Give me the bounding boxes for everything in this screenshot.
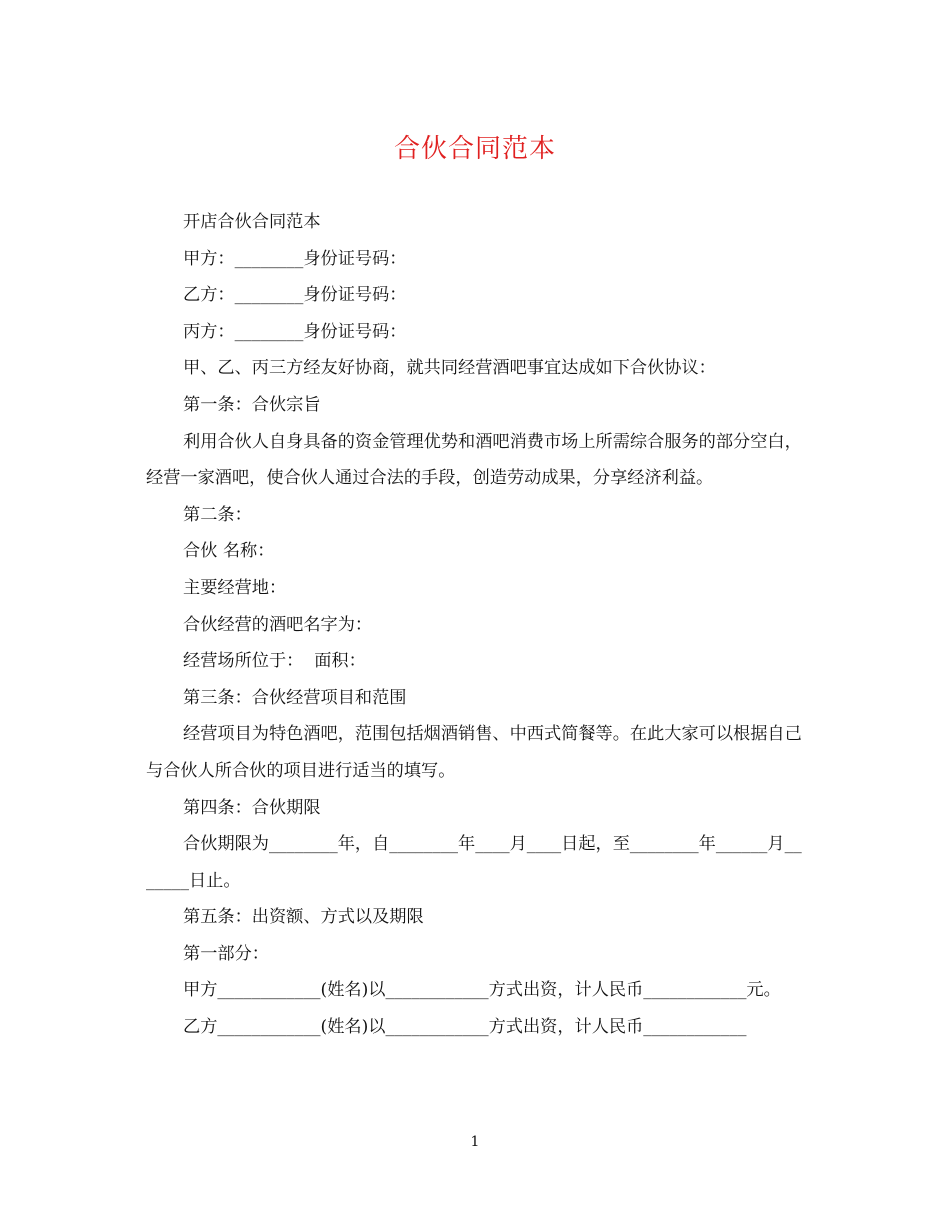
section-heading: 第五条：出资额、方式以及期限 <box>183 907 424 928</box>
page-number: 1 <box>470 1134 480 1150</box>
paragraph: 甲方____________(姓名)以____________方式出资，计人民币____________元。 <box>183 980 781 1001</box>
paragraph: 甲、乙、丙三方经友好协商，就共同经营酒吧事宜达成如下合伙协议： <box>183 358 716 379</box>
document-body <box>146 204 806 1046</box>
paragraph: 开店合伙合同范本 <box>183 212 321 232</box>
section-heading: 第三条：合伙经营项目和范围 <box>183 687 407 708</box>
paragraph: 主要经营地： <box>183 577 287 598</box>
paragraph: 乙方：________身份证号码： <box>183 285 407 306</box>
paragraph: 合伙期限为________年，自________年____月____日起，至________年______月_______日止。 <box>146 834 802 891</box>
paragraph: 乙方____________(姓名)以____________方式出资，计人民币____________ <box>183 1017 747 1038</box>
paragraph: 甲方：________身份证号码： <box>183 248 407 269</box>
paragraph: 合伙 名称： <box>183 541 275 562</box>
section-heading: 第一条：合伙宗旨 <box>183 394 321 415</box>
paragraph: 利用合伙人自身具备的资金管理优势和酒吧消费市场上所需综合服务的部分空白，经营一家酒吧，使合伙人通过合法的手段，创造劳动成果，分享经济利益。 <box>146 431 802 489</box>
paragraph: 经营项目为特色酒吧，范围包括烟酒销售、中西式简餐等。在此大家可以根据自己与合伙人所合伙的项目进行适当的填写。 <box>146 724 802 781</box>
paragraph: 经营场所位于： 面积： <box>183 651 366 672</box>
section-heading: 第二条： <box>183 504 252 525</box>
paragraph: 第一部分： <box>183 943 269 964</box>
document-title: 合伙合同范本 <box>393 134 556 164</box>
paragraph: 丙方：________身份证号码： <box>183 321 407 342</box>
paragraph: 合伙经营的酒吧名字为： <box>183 614 373 635</box>
section-heading: 第四条：合伙期限 <box>183 797 321 818</box>
